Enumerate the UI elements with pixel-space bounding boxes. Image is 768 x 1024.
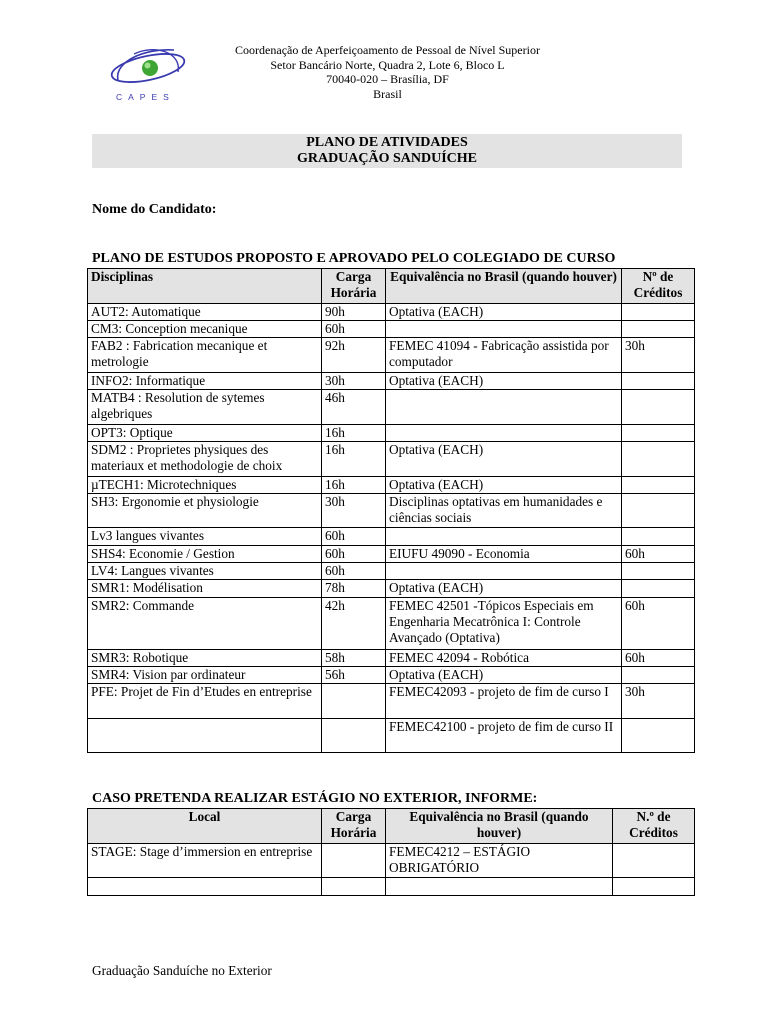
cell-carga: 60h xyxy=(322,545,386,562)
cell-equivalencia: Optativa (EACH) xyxy=(386,303,622,320)
column-header-equivalencia: Equivalência no Brasil (quando houver) xyxy=(386,809,613,844)
table-row xyxy=(88,718,695,753)
cell-equivalencia: Optativa (EACH) xyxy=(386,476,622,493)
cell-equivalencia xyxy=(386,528,622,545)
cell-disciplina: Lv3 langues vivantes xyxy=(88,528,322,545)
cell-carga: 60h xyxy=(322,320,386,337)
cell-carga: 90h xyxy=(322,303,386,320)
cell-carga xyxy=(322,878,386,896)
cell-creditos xyxy=(622,580,695,597)
cell-equivalencia xyxy=(386,390,622,425)
cell-creditos xyxy=(622,372,695,389)
study-plan-table xyxy=(87,268,695,753)
table-row xyxy=(88,878,695,896)
cell-disciplina: SHS4: Economie / Gestion xyxy=(88,545,322,562)
table-row xyxy=(88,545,695,562)
column-header-equivalencia: Equivalência no Brasil (quando houver) xyxy=(386,269,622,304)
cell-disciplina: SMR1: Modélisation xyxy=(88,580,322,597)
cell-disciplina: SH3: Ergonomie et physiologie xyxy=(88,493,322,528)
cell-equivalencia xyxy=(386,563,622,580)
cell-equivalencia: FEMEC42093 - projeto de fim de curso I xyxy=(386,684,622,719)
cell-equivalencia: Optativa (EACH) xyxy=(386,666,622,683)
page-footer: Graduação Sanduíche no Exterior xyxy=(92,963,272,978)
cell-equivalencia: Disciplinas optativas em humanidades e ciências sociais xyxy=(386,493,622,528)
cell-equivalencia xyxy=(386,320,622,337)
column-header-disciplinas: Disciplinas xyxy=(88,269,322,304)
column-header-carga: Carga Horária xyxy=(322,269,386,304)
header-line-4: Brasil xyxy=(373,86,402,101)
cell-equivalencia xyxy=(386,878,613,896)
column-header-creditos: Nº de Créditos xyxy=(622,269,695,304)
institution-header xyxy=(210,43,565,101)
cell-creditos xyxy=(613,843,695,878)
cell-creditos xyxy=(622,390,695,425)
cell-carga xyxy=(322,843,386,878)
cell-carga xyxy=(322,684,386,719)
cell-creditos xyxy=(622,718,695,753)
cell-disciplina xyxy=(88,718,322,753)
cell-creditos xyxy=(622,493,695,528)
table-row xyxy=(88,597,695,649)
cell-local xyxy=(88,878,322,896)
cell-carga: 92h xyxy=(322,338,386,373)
cell-disciplina: OPT3: Optique xyxy=(88,424,322,441)
cell-creditos xyxy=(622,320,695,337)
title-line-2: GRADUAÇÃO SANDUÍCHE xyxy=(296,151,478,166)
internship-table xyxy=(87,808,695,896)
cell-carga: 60h xyxy=(322,563,386,580)
cell-creditos xyxy=(613,878,695,896)
cell-disciplina: FAB2 : Fabrication mecanique et metrologie xyxy=(88,338,322,373)
column-header-local: Local xyxy=(88,809,322,844)
cell-carga: 46h xyxy=(322,390,386,425)
cell-creditos: 60h xyxy=(622,545,695,562)
table-row xyxy=(88,649,695,666)
cell-carga: 16h xyxy=(322,441,386,476)
cell-disciplina: MATB4 : Resolution de sytemes algebriques xyxy=(88,390,322,425)
cell-carga: 16h xyxy=(322,424,386,441)
header-line-3: 70040-020 – Brasília, DF xyxy=(326,72,449,86)
cell-creditos: 30h xyxy=(622,684,695,719)
header-line-2: Setor Bancário Norte, Quadra 2, Lote 6, Bloco L xyxy=(270,57,505,72)
cell-carga: 60h xyxy=(322,528,386,545)
logo-text: CAPES xyxy=(116,92,175,102)
cell-disciplina: SMR2: Commande xyxy=(88,597,322,649)
cell-carga: 16h xyxy=(322,476,386,493)
cell-disciplina: SMR4: Vision par ordinateur xyxy=(88,666,322,683)
cell-carga: 42h xyxy=(322,597,386,649)
cell-creditos xyxy=(622,666,695,683)
cell-equivalencia: FEMEC42100 - projeto de fim de curso II xyxy=(386,718,622,753)
table-row xyxy=(88,338,695,373)
cell-equivalencia: Optativa (EACH) xyxy=(386,580,622,597)
table-row xyxy=(88,843,695,878)
cell-carga: 30h xyxy=(322,493,386,528)
cell-equivalencia: FEMEC 42501 -Tópicos Especiais em Engenharia Mecatrônica I: Controle Avançado (Optativa) xyxy=(386,597,622,649)
study-plan-heading: PLANO DE ESTUDOS PROPOSTO E APROVADO PELO COLEGIADO DE CURSO xyxy=(92,251,616,266)
table-row xyxy=(88,320,695,337)
cell-equivalencia xyxy=(386,424,622,441)
cell-creditos xyxy=(622,441,695,476)
cell-disciplina: µTECH1: Microtechniques xyxy=(88,476,322,493)
table-row xyxy=(88,528,695,545)
cell-disciplina: SDM2 : Proprietes physiques des materiaux et methodologie de choix xyxy=(88,441,322,476)
cell-disciplina: SMR3: Robotique xyxy=(88,649,322,666)
cell-carga: 78h xyxy=(322,580,386,597)
cell-disciplina: LV4: Langues vivantes xyxy=(88,563,322,580)
cell-disciplina: CM3: Conception mecanique xyxy=(88,320,322,337)
cell-creditos xyxy=(622,528,695,545)
cell-creditos: 60h xyxy=(622,649,695,666)
table-row xyxy=(88,476,695,493)
table-row xyxy=(88,493,695,528)
table-row xyxy=(88,580,695,597)
header-line-1: Coordenação de Aperfeiçoamento de Pessoal de Nível Superior xyxy=(235,43,540,57)
cell-carga: 30h xyxy=(322,372,386,389)
cell-creditos xyxy=(622,424,695,441)
cell-carga: 56h xyxy=(322,666,386,683)
candidate-name-label: Nome do Candidato: xyxy=(92,202,217,217)
capes-logo xyxy=(104,42,190,104)
cell-local: STAGE: Stage d’immersion en entreprise xyxy=(88,843,322,878)
document-title xyxy=(92,134,682,168)
cell-creditos xyxy=(622,303,695,320)
cell-carga: 58h xyxy=(322,649,386,666)
cell-equivalencia: FEMEC 41094 - Fabricação assistida por computador xyxy=(386,338,622,373)
cell-equivalencia: FEMEC4212 – ESTÁGIO OBRIGATÓRIO xyxy=(386,843,613,878)
table-row xyxy=(88,441,695,476)
table-row xyxy=(88,372,695,389)
table-row xyxy=(88,684,695,719)
column-header-carga: Carga Horária xyxy=(322,809,386,844)
table-row xyxy=(88,424,695,441)
cell-equivalencia: Optativa (EACH) xyxy=(386,441,622,476)
cell-disciplina: INFO2: Informatique xyxy=(88,372,322,389)
cell-creditos xyxy=(622,563,695,580)
cell-equivalencia: FEMEC 42094 - Robótica xyxy=(386,649,622,666)
table-row xyxy=(88,303,695,320)
cell-creditos xyxy=(622,476,695,493)
title-line-1: PLANO DE ATIVIDADES xyxy=(306,135,468,150)
cell-disciplina: AUT2: Automatique xyxy=(88,303,322,320)
cell-carga xyxy=(322,718,386,753)
cell-equivalencia: Optativa (EACH) xyxy=(386,372,622,389)
table-row xyxy=(88,666,695,683)
internship-heading: CASO PRETENDA REALIZAR ESTÁGIO NO EXTERIOR, INFORME: xyxy=(92,791,538,806)
table-row xyxy=(88,390,695,425)
cell-creditos: 60h xyxy=(622,597,695,649)
cell-creditos: 30h xyxy=(622,338,695,373)
cell-disciplina: PFE: Projet de Fin d’Etudes en entreprise xyxy=(88,684,322,719)
table-row xyxy=(88,563,695,580)
cell-equivalencia: EIUFU 49090 - Economia xyxy=(386,545,622,562)
column-header-creditos: N.º de Créditos xyxy=(613,809,695,844)
